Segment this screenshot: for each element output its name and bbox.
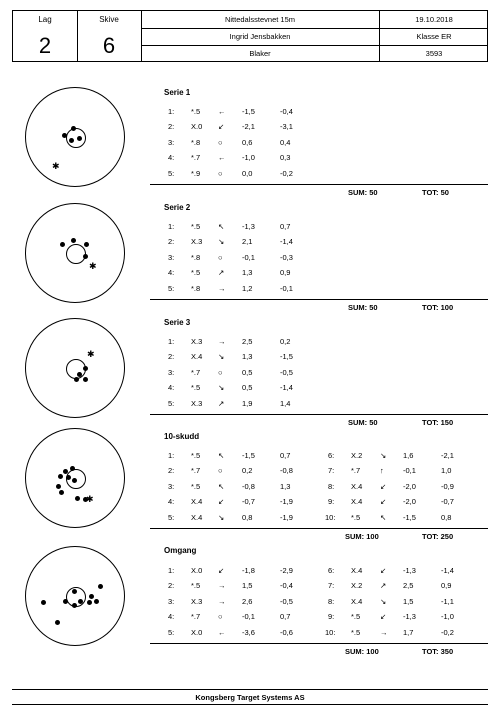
shot-direction-icon: ↖ — [218, 482, 225, 491]
shot-row — [0, 399, 500, 411]
shot-row — [0, 337, 500, 349]
shot-y: -1,4 — [280, 383, 293, 392]
shot-direction-icon: → — [218, 284, 226, 293]
shot-y: -1,5 — [280, 352, 293, 361]
shot-x: 1,7 — [403, 628, 414, 637]
shot-row — [0, 494, 500, 509]
series-sum: SUM: 50 — [348, 188, 378, 197]
shot-x: -1,3 — [403, 566, 416, 575]
shot-y: -0,4 — [280, 581, 293, 590]
shot-y: -3,1 — [280, 122, 293, 131]
shot-y: 1,4 — [280, 399, 291, 408]
shot-x: -1,3 — [242, 222, 255, 231]
shot-value: *.8 — [191, 284, 201, 293]
shot-direction-icon: ↙ — [380, 612, 387, 621]
shot-value: X.4 — [351, 497, 363, 506]
shot-number: 5: — [168, 169, 175, 178]
series-title: Serie 1 — [164, 88, 191, 97]
shot-number: 2: — [168, 237, 175, 246]
shot-value: X.0 — [191, 566, 203, 575]
header-table — [12, 10, 488, 62]
shot-value: X.3 — [191, 337, 203, 346]
shot-y: -0,4 — [280, 107, 293, 116]
shot-x: -1,5 — [403, 513, 416, 522]
shot-y: 0,4 — [280, 138, 291, 147]
shot-y: -0,2 — [280, 169, 293, 178]
shot-mark-last: ✱ — [89, 261, 97, 271]
shot-row — [0, 284, 500, 296]
shot-direction-icon: ↖ — [218, 451, 225, 460]
shot-x: -2,0 — [403, 482, 416, 491]
shot-value: X.4 — [351, 482, 363, 491]
shot-direction-icon: ↘ — [380, 451, 387, 460]
series-sum: SUM: 50 — [348, 418, 378, 427]
shot-mark-last: ✱ — [86, 494, 94, 504]
shot-row — [0, 566, 500, 578]
shot-x: 0,0 — [242, 169, 253, 178]
shot-direction-icon: ○ — [218, 169, 223, 178]
event-date: 19.10.2018 — [415, 15, 453, 24]
shot-value: X.2 — [351, 581, 363, 590]
shot-value: X.3 — [191, 597, 203, 606]
shot-x: -1,5 — [242, 107, 255, 116]
shot-row — [0, 628, 500, 640]
shot-number: 8: — [328, 482, 335, 491]
shot-row — [0, 122, 500, 134]
shot-x: 2,5 — [242, 337, 253, 346]
shot-y: 0,9 — [280, 268, 291, 277]
shot-value: X.3 — [191, 399, 203, 408]
shot-number: 4: — [168, 383, 175, 392]
shot-value: *.5 — [191, 222, 201, 231]
shot-direction-icon: ○ — [218, 138, 223, 147]
shot-y: 0,7 — [280, 222, 291, 231]
shot-x: 1,6 — [403, 451, 414, 460]
shot-direction-icon: → — [380, 628, 388, 637]
lag-label: Lag — [38, 15, 52, 24]
shot-number: 1: — [168, 451, 175, 460]
shot-x: -1,8 — [242, 566, 255, 575]
divider — [150, 643, 488, 644]
divider — [150, 414, 488, 415]
series-title: Serie 3 — [164, 318, 191, 327]
shot-number: 4: — [168, 268, 175, 277]
shot-value: X.2 — [351, 451, 363, 460]
shot-direction-icon: ↖ — [380, 513, 387, 522]
divider — [150, 299, 488, 300]
shot-x: 0,5 — [242, 383, 253, 392]
shot-row — [0, 597, 500, 609]
shot-number: 2: — [168, 352, 175, 361]
shot-number: 2: — [168, 122, 175, 131]
shot-y: -0,5 — [280, 597, 293, 606]
shot-direction-icon: → — [218, 597, 226, 606]
shot-x: -1,3 — [403, 612, 416, 621]
shot-value: *.7 — [191, 612, 201, 621]
shot-direction-icon: ↘ — [218, 237, 225, 246]
shot-value: X.4 — [191, 513, 203, 522]
shot-y: -2,1 — [441, 451, 454, 460]
shot-x: -0,1 — [242, 612, 255, 621]
shot-value: *.7 — [191, 153, 201, 162]
shot-y: -0,6 — [280, 628, 293, 637]
shot-number: 1: — [168, 107, 175, 116]
shooter-id: 3593 — [425, 49, 443, 58]
shot-number: 10: — [325, 628, 336, 637]
shot-y: 0,7 — [280, 451, 291, 460]
shot-number: 2: — [168, 581, 175, 590]
shot-x: -2,0 — [403, 497, 416, 506]
shot-direction-icon: → — [218, 337, 226, 346]
shot-y: 0,2 — [280, 337, 291, 346]
shot-mark-last: ✱ — [52, 161, 60, 171]
shot-number: 4: — [168, 497, 175, 506]
shot-value: *.5 — [351, 513, 361, 522]
shot-row — [0, 349, 500, 364]
shot-x: 0,5 — [242, 368, 253, 377]
shot-y: 0,9 — [441, 581, 452, 590]
shot-value: *.7 — [351, 466, 361, 475]
divider — [150, 528, 488, 529]
shot-x: 1,2 — [242, 284, 253, 293]
shot-direction-icon: ○ — [218, 612, 223, 621]
shot-number: 3: — [168, 597, 175, 606]
shot-direction-icon: ↘ — [218, 352, 225, 361]
shot-number: 8: — [328, 597, 335, 606]
shot-value: *.5 — [351, 612, 361, 621]
shot-value: *.5 — [351, 628, 361, 637]
shot-y: -0,9 — [441, 482, 454, 491]
shot-row — [0, 368, 500, 380]
shot-number: 2: — [168, 466, 175, 475]
shot-value: X.0 — [191, 122, 203, 131]
shot-number: 5: — [168, 399, 175, 408]
shot-value: *.7 — [191, 466, 201, 475]
shot-number: 1: — [168, 566, 175, 575]
shot-y: 1,0 — [441, 466, 452, 475]
shot-row — [0, 466, 500, 478]
shot-value: *.9 — [191, 169, 201, 178]
shot-y: -0,1 — [280, 284, 293, 293]
shot-value: X.4 — [191, 352, 203, 361]
skive-cell — [77, 11, 141, 63]
shot-x: 1,3 — [242, 352, 253, 361]
shot-value: X.0 — [191, 628, 203, 637]
footer-text: Kongsberg Target Systems AS — [195, 693, 305, 702]
shot-x: 1,5 — [403, 597, 414, 606]
shot-number: 9: — [328, 497, 335, 506]
shot-number: 5: — [168, 513, 175, 522]
shot-y: -0,8 — [280, 466, 293, 475]
shot-x: -0,8 — [242, 482, 255, 491]
shot-row — [0, 222, 500, 234]
shot-x: -0,1 — [403, 466, 416, 475]
shot-value: *.5 — [191, 482, 201, 491]
skive-value: 6 — [102, 33, 116, 58]
shot-number: 9: — [328, 612, 335, 621]
series-total: TOT: 150 — [422, 418, 454, 427]
shot-value: *.5 — [191, 107, 201, 116]
shot-row — [0, 268, 500, 280]
shot-x: 2,5 — [403, 581, 414, 590]
series-sum: SUM: 100 — [345, 532, 379, 541]
shot-number: 6: — [328, 451, 335, 460]
shot-row — [0, 253, 500, 265]
shot-y: -1,4 — [280, 237, 293, 246]
shooter-class: Klasse ER — [416, 32, 452, 41]
shot-value: *.7 — [191, 368, 201, 377]
shot-direction-icon: ○ — [218, 466, 223, 475]
series-sum: SUM: 50 — [348, 303, 378, 312]
shot-number: 4: — [168, 153, 175, 162]
series-sum: SUM: 100 — [345, 647, 379, 656]
shot-x: 0,6 — [242, 138, 253, 147]
series-total: TOT: 50 — [422, 188, 449, 197]
shot-x: 1,3 — [242, 268, 253, 277]
shot-number: 1: — [168, 337, 175, 346]
shot-direction-icon: ↘ — [380, 597, 387, 606]
shot-direction-icon: ○ — [218, 253, 223, 262]
lag-value: 2 — [38, 33, 52, 58]
shot-x: 2,6 — [242, 597, 253, 606]
shot-value: X.4 — [351, 566, 363, 575]
shot-direction-icon: ↙ — [218, 497, 225, 506]
shot-row — [0, 513, 500, 525]
shot-x: -1,0 — [242, 153, 255, 162]
shot-x: -1,5 — [242, 451, 255, 460]
shot-number: 10: — [325, 513, 336, 522]
shot-value: *.5 — [191, 268, 201, 277]
series-title: 10-skudd — [164, 432, 200, 441]
shot-y: 0,7 — [280, 612, 291, 621]
shot-value: X.4 — [351, 597, 363, 606]
divider — [150, 184, 488, 185]
shot-direction-icon: ↘ — [218, 513, 225, 522]
shot-number: 3: — [168, 253, 175, 262]
shot-direction-icon: ← — [218, 107, 226, 116]
shot-number: 1: — [168, 222, 175, 231]
shot-y: 0,8 — [441, 513, 452, 522]
shot-row — [0, 482, 500, 494]
shot-value: X.4 — [191, 497, 203, 506]
shot-number: 5: — [168, 284, 175, 293]
shot-direction-icon: ↙ — [380, 566, 387, 575]
shot-y: -1,0 — [441, 612, 454, 621]
shot-x: -2,1 — [242, 122, 255, 131]
shot-y: 0,3 — [280, 153, 291, 162]
shot-x: 2,1 — [242, 237, 253, 246]
shot-number: 7: — [328, 466, 335, 475]
shot-value: *.5 — [191, 383, 201, 392]
shot-number: 6: — [328, 566, 335, 575]
shot-row — [0, 451, 500, 463]
shot-direction-icon: ↙ — [218, 566, 225, 575]
series-title: Serie 2 — [164, 203, 191, 212]
shot-row — [0, 383, 500, 395]
series-total: TOT: 100 — [422, 303, 454, 312]
shot-y: -1,1 — [441, 597, 454, 606]
shot-direction-icon: → — [218, 581, 226, 590]
shot-x: 0,8 — [242, 513, 253, 522]
shot-direction-icon: ○ — [218, 368, 223, 377]
shot-row — [0, 237, 500, 249]
shot-y: -0,3 — [280, 253, 293, 262]
shot-value: *.5 — [191, 451, 201, 460]
shot-direction-icon: ↖ — [218, 222, 225, 231]
shot-direction-icon: ← — [218, 628, 226, 637]
shot-number: 5: — [168, 628, 175, 637]
shot-y: -0,7 — [441, 497, 454, 506]
shot-value: *.8 — [191, 138, 201, 147]
shot-y: -2,9 — [280, 566, 293, 575]
footer-divider — [12, 689, 488, 690]
shot-y: -0,2 — [441, 628, 454, 637]
shot-row — [0, 169, 500, 181]
shot-number: 7: — [328, 581, 335, 590]
series-title: Omgang — [164, 546, 197, 555]
shot-direction-icon: ↙ — [380, 482, 387, 491]
shot-direction-icon: ↙ — [218, 122, 225, 131]
shot-row — [0, 612, 500, 624]
shot-y: -1,4 — [441, 566, 454, 575]
shot-row — [0, 581, 500, 593]
shot-value: *.5 — [191, 581, 201, 590]
shot-value: *.8 — [191, 253, 201, 262]
shot-y: -1,9 — [280, 513, 293, 522]
shot-direction-icon: ↗ — [218, 268, 225, 277]
shot-number: 4: — [168, 612, 175, 621]
shot-x: -0,7 — [242, 497, 255, 506]
shot-direction-icon: ↗ — [218, 399, 225, 408]
lag-cell — [13, 11, 77, 63]
shot-x: 1,5 — [242, 581, 253, 590]
series-total: TOT: 250 — [422, 532, 454, 541]
shot-value: X.3 — [191, 237, 203, 246]
shooter-name: Ingrid Jensbakken — [229, 32, 291, 41]
club-name: Blaker — [249, 49, 271, 58]
shot-x: -0,1 — [242, 253, 255, 262]
shot-row — [0, 138, 500, 150]
event-name: Nittedalsstevnet 15m — [224, 15, 296, 24]
shot-number: 3: — [168, 482, 175, 491]
shot-row — [0, 107, 500, 119]
shot-x: -3,6 — [242, 628, 255, 637]
shot-y: 1,3 — [280, 482, 291, 491]
shot-direction-icon: ← — [218, 153, 226, 162]
shot-mark-last: ✱ — [87, 349, 95, 359]
shot-direction-icon: ↙ — [380, 497, 387, 506]
shot-y: -0,5 — [280, 368, 293, 377]
shot-direction-icon: ↘ — [218, 383, 225, 392]
series-total: TOT: 350 — [422, 647, 454, 656]
footer-divider — [12, 704, 488, 705]
shot-number: 3: — [168, 138, 175, 147]
shot-x: 0,2 — [242, 466, 253, 475]
shot-direction-icon: ↗ — [380, 581, 387, 590]
shot-x: 1,9 — [242, 399, 253, 408]
shot-row — [0, 153, 500, 165]
shot-y: -1,9 — [280, 497, 293, 506]
shot-number: 3: — [168, 368, 175, 377]
shot-direction-icon: ↑ — [380, 466, 384, 475]
skive-label: Skive — [99, 15, 119, 24]
